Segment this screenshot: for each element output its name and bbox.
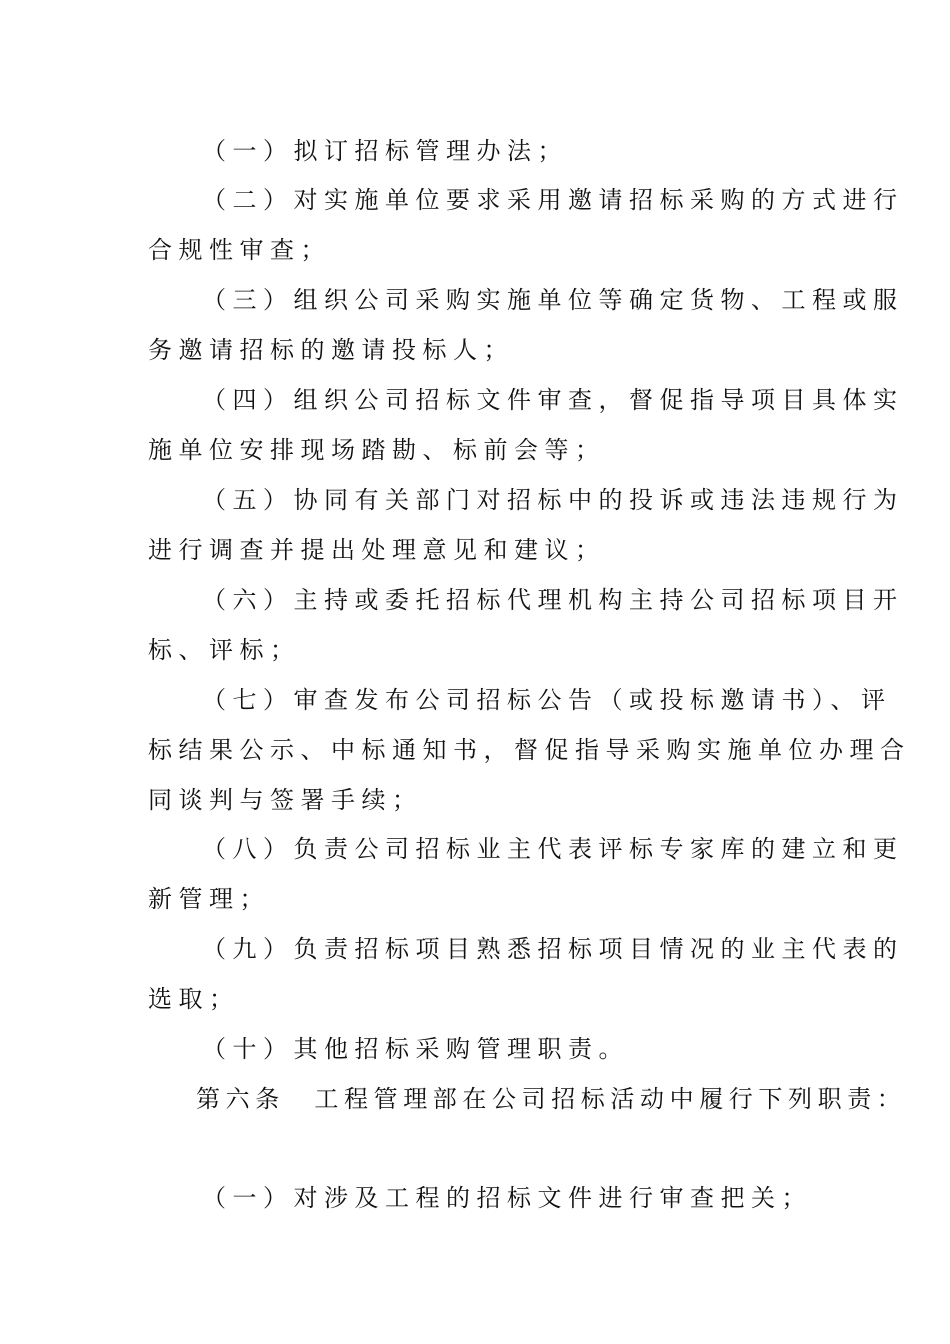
item-9-line-2: 选取； — [148, 985, 240, 1013]
item-5-line-1: （五）协同有关部门对招标中的投诉或违法违规行为 — [202, 486, 904, 514]
item-1-line: （一）拟订招标管理办法； — [202, 137, 568, 165]
item-3-line-1: （三）组织公司采购实施单位等确定货物、工程或服 — [202, 286, 904, 314]
item-9-line-1: （九）负责招标项目熟悉招标项目情况的业主代表的 — [202, 935, 904, 963]
article-6-heading: 第六条 工程管理部在公司招标活动中履行下列职责： — [196, 1085, 907, 1113]
item-10-line: （十）其他招标采购管理职责。 — [202, 1035, 629, 1063]
item-2-line-1: （二）对实施单位要求采用邀请招标采购的方式进行 — [202, 186, 904, 214]
item-5-line-2: 进行调查并提出处理意见和建议； — [148, 536, 606, 564]
item-6-line-1: （六）主持或委托招标代理机构主持公司招标项目开 — [202, 586, 904, 614]
item-7-line-3: 同谈判与签署手续； — [148, 786, 423, 814]
item-7-line-2: 标结果公示、中标通知书，督促指导采购实施单位办理合 — [148, 736, 911, 764]
item-8-line-1: （八）负责公司招标业主代表评标专家库的建立和更 — [202, 835, 904, 863]
article-6-item-1-line: （一）对涉及工程的招标文件进行审查把关； — [202, 1184, 812, 1212]
item-7-line-1: （七）审查发布公司招标公告（或投标邀请书）、评 — [202, 686, 892, 714]
item-8-line-2: 新管理； — [148, 885, 270, 913]
item-6-line-2: 标、评标； — [148, 636, 301, 664]
item-3-line-2: 务邀请招标的邀请投标人； — [148, 336, 514, 364]
item-4-line-1: （四）组织公司招标文件审查，督促指导项目具体实 — [202, 386, 904, 414]
item-4-line-2: 施单位安排现场踏勘、标前会等； — [148, 436, 606, 464]
item-2-line-2: 合规性审查； — [148, 236, 331, 264]
